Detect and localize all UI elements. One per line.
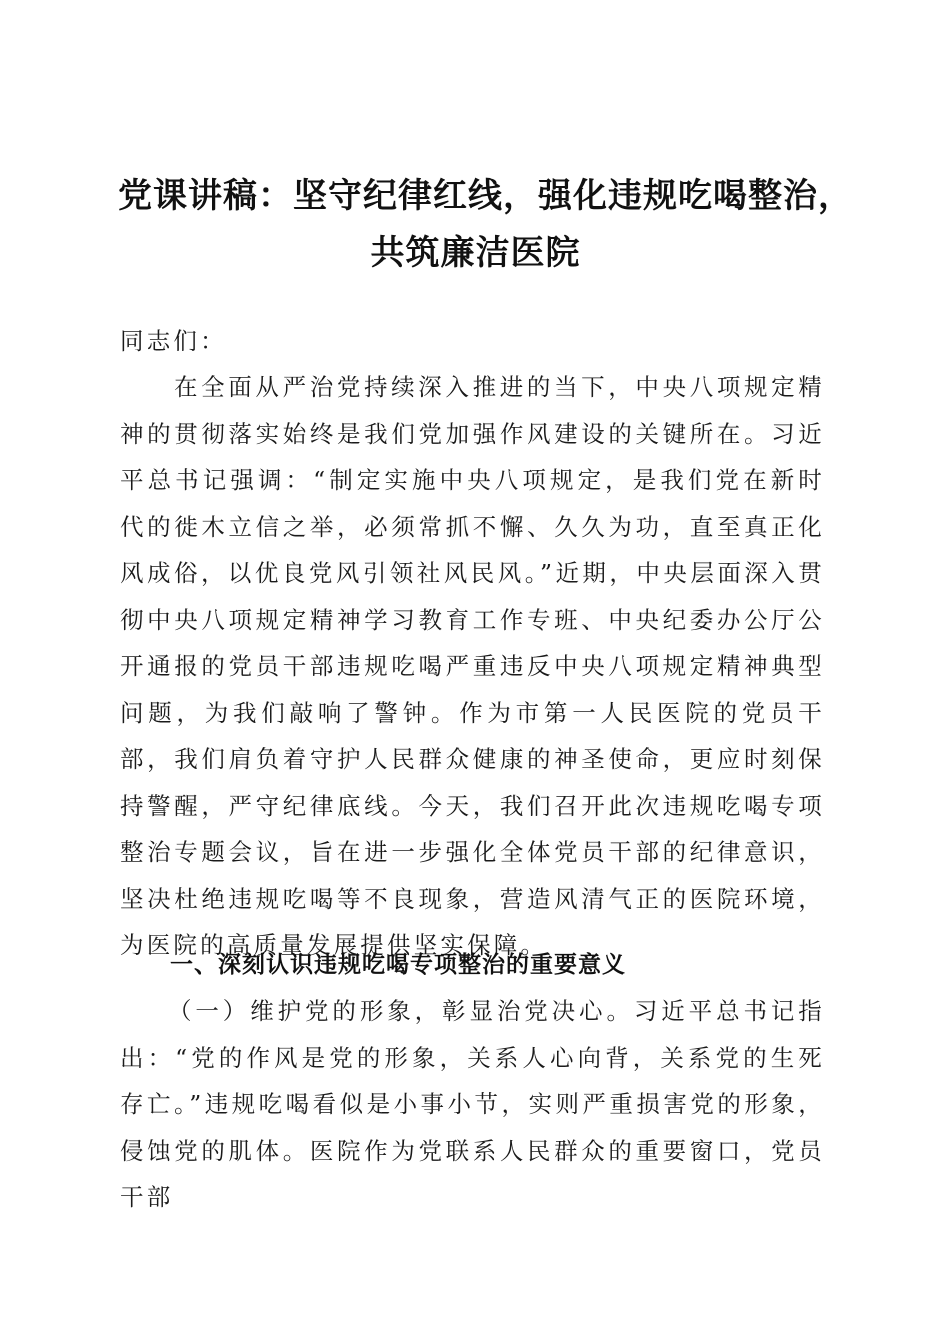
intro-paragraph: 在全面从严治党持续深入推进的当下，中央八项规定精神的贯彻落实始终是我们党加强作风建设的关键所在。习近平总书记强调：“制定实施中央八项规定，是我们党在新时代的徙木立信之举，必须常抓不懈、久久为功，直至真正化风成俗，以优良党风引领社风民风。”近期，中央层面深入贯彻中央八项规定精神学习教育工作专班、中央纪委办公厅公开通报的党员干部违规吃喝严重违反中央八项规定精神典型问题，为我们敲响了警钟。作为市第一人民医院的党员干部，我们肩负着守护人民群众健康的神圣使命，更应时刻保持警醒，严守纪律底线。今天，我们召开此次违规吃喝专项整治专题会议，旨在进一步强化全体党员干部的纪律意识，坚决杜绝违规吃喝等不良现象，营造风清气正的医院环境，为医院的高质量发展提供坚实保障。 — [120, 373, 825, 959]
section-heading-1: 一、深刻认识违规吃喝专项整治的重要意义 — [170, 952, 626, 978]
salutation: 同志们： — [120, 327, 227, 355]
title-line-1: 党课讲稿：坚守纪律红线，强化违规吃喝整治， — [118, 176, 853, 216]
subsection-paragraph-1: （一）维护党的形象，彰显治党决心。习近平总书记指出：“党的作风是党的形象，关系人心向背，关系党的生死存亡。”违规吃喝看似是小事小节，实则严重损害党的形象，侵蚀党的肌体。医院作为党联系人民群众的重要窗口，党员干部 — [120, 997, 825, 1211]
document-title — [118, 168, 853, 282]
title-line-2: 共筑廉洁医院 — [370, 233, 581, 273]
